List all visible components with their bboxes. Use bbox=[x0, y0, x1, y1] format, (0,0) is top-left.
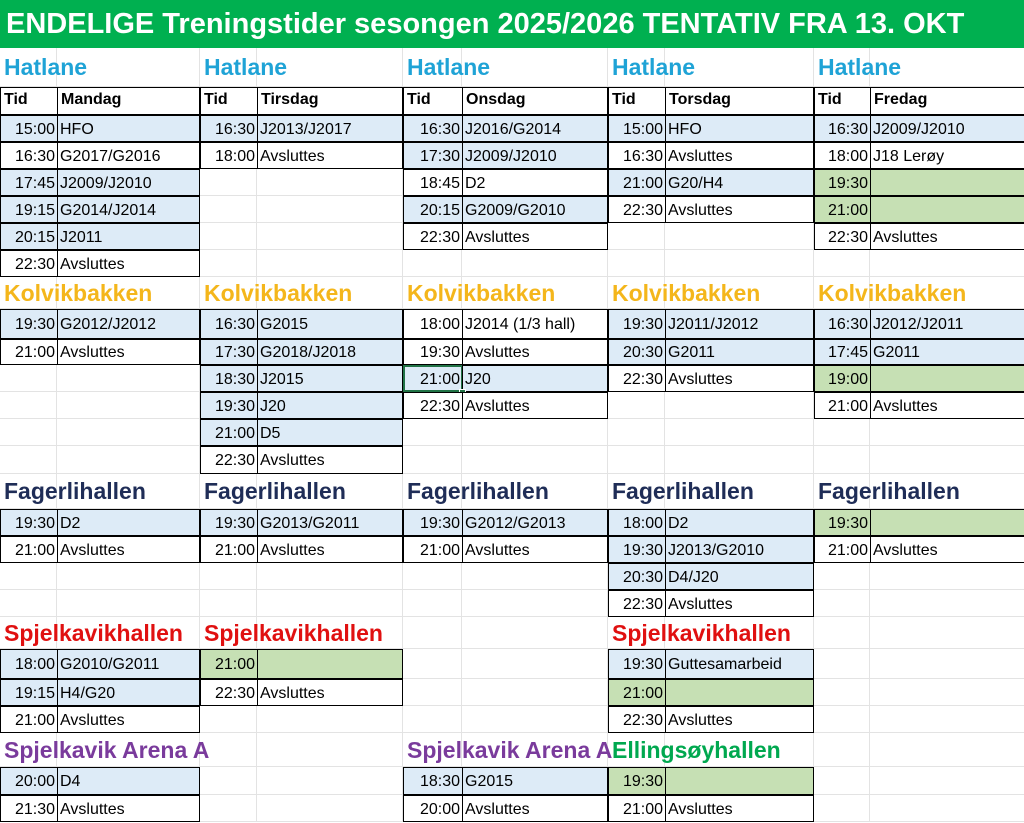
time-cell[interactable]: 18:00 bbox=[0, 649, 58, 679]
grid-cell[interactable] bbox=[257, 767, 403, 795]
time-cell[interactable]: 19:30 bbox=[608, 536, 666, 563]
time-cell[interactable]: 21:00 bbox=[608, 169, 666, 196]
venue-heading: Spjelkavikhallen bbox=[204, 620, 383, 646]
venue-heading: Spjelkavik Arena A bbox=[4, 737, 210, 763]
time-cell[interactable]: 16:30 bbox=[814, 309, 871, 339]
group-cell[interactable]: G2018/J2018 bbox=[257, 339, 403, 365]
group-cell[interactable]: HFO bbox=[665, 115, 814, 142]
grid-cell[interactable] bbox=[0, 365, 57, 392]
group-cell[interactable]: Avsluttes bbox=[257, 446, 403, 474]
group-cell[interactable]: D5 bbox=[257, 419, 403, 446]
venue-heading: Fagerlihallen bbox=[204, 478, 346, 504]
grid-cell[interactable] bbox=[462, 679, 608, 706]
grid-cell[interactable] bbox=[403, 649, 462, 679]
venue-heading: Spjelkavik Arena A bbox=[407, 737, 613, 763]
group-cell[interactable]: Avsluttes bbox=[665, 365, 814, 392]
time-cell[interactable]: 22:30 bbox=[608, 590, 666, 617]
grid-cell[interactable] bbox=[814, 250, 870, 277]
column-header-time: Tid bbox=[814, 87, 871, 115]
venue-heading: Kolvikbakken bbox=[407, 280, 556, 306]
grid-cell[interactable] bbox=[608, 250, 665, 277]
group-cell[interactable]: D2 bbox=[665, 509, 814, 536]
group-cell[interactable]: G2017/G2016 bbox=[57, 142, 200, 169]
time-cell[interactable]: 21:00 bbox=[200, 536, 258, 563]
venue-heading: Hatlane bbox=[4, 54, 88, 80]
time-cell[interactable]: 21:00 bbox=[403, 365, 463, 392]
time-cell[interactable]: 18:30 bbox=[403, 767, 463, 795]
time-cell[interactable]: 21:00 bbox=[403, 536, 463, 563]
group-cell[interactable] bbox=[665, 767, 814, 795]
time-cell[interactable]: 17:45 bbox=[814, 339, 871, 365]
group-cell[interactable] bbox=[665, 679, 814, 706]
group-cell[interactable]: G20/H4 bbox=[665, 169, 814, 196]
grid-cell[interactable] bbox=[665, 392, 814, 419]
grid-cell[interactable] bbox=[870, 733, 1024, 767]
column-header-time: Tid bbox=[608, 87, 666, 115]
time-cell[interactable]: 19:00 bbox=[814, 365, 871, 392]
time-cell[interactable]: 21:00 bbox=[0, 706, 58, 733]
column-header-time: Tid bbox=[0, 87, 58, 115]
group-cell[interactable]: Avsluttes bbox=[57, 339, 200, 365]
grid-cell[interactable] bbox=[814, 617, 870, 649]
time-cell[interactable]: 16:30 bbox=[200, 115, 258, 142]
grid-cell[interactable] bbox=[57, 419, 200, 446]
time-cell[interactable]: 19:15 bbox=[0, 196, 58, 223]
grid-cell[interactable] bbox=[870, 617, 1024, 649]
group-cell[interactable]: J18 Lerøy bbox=[870, 142, 1024, 169]
group-cell[interactable]: Avsluttes bbox=[57, 536, 200, 563]
grid-cell[interactable] bbox=[257, 250, 403, 277]
venue-heading: Fagerlihallen bbox=[818, 478, 960, 504]
group-cell[interactable]: G2010/G2011 bbox=[57, 649, 200, 679]
venue-heading: Fagerlihallen bbox=[612, 478, 754, 504]
group-cell[interactable]: J20 bbox=[462, 365, 608, 392]
venue-heading: Hatlane bbox=[612, 54, 696, 80]
venue-heading: Hatlane bbox=[204, 54, 288, 80]
time-cell[interactable]: 15:00 bbox=[608, 115, 666, 142]
grid-cell[interactable] bbox=[200, 169, 257, 196]
column-header-day: Tirsdag bbox=[257, 87, 403, 115]
grid-cell[interactable] bbox=[403, 590, 462, 617]
group-cell[interactable]: G2012/J2012 bbox=[57, 309, 200, 339]
grid-cell[interactable] bbox=[57, 590, 200, 617]
group-cell[interactable]: G2015 bbox=[462, 767, 608, 795]
time-cell[interactable]: 16:30 bbox=[814, 115, 871, 142]
time-cell[interactable]: 19:30 bbox=[200, 509, 258, 536]
grid-cell[interactable] bbox=[870, 250, 1024, 277]
venue-heading: Kolvikbakken bbox=[818, 280, 967, 306]
venue-heading: Kolvikbakken bbox=[4, 280, 153, 306]
time-cell[interactable]: 22:30 bbox=[608, 365, 666, 392]
group-cell[interactable]: Guttesamarbeid bbox=[665, 649, 814, 679]
grid-cell[interactable] bbox=[665, 250, 814, 277]
time-cell[interactable]: 16:30 bbox=[0, 142, 58, 169]
group-cell[interactable]: J2013/G2010 bbox=[665, 536, 814, 563]
time-cell[interactable]: 21:00 bbox=[200, 419, 258, 446]
group-cell[interactable]: H4/G20 bbox=[57, 679, 200, 706]
group-cell[interactable] bbox=[257, 649, 403, 679]
group-cell[interactable]: G2013/G2011 bbox=[257, 509, 403, 536]
time-cell[interactable]: 17:30 bbox=[200, 339, 258, 365]
grid-cell[interactable] bbox=[403, 250, 462, 277]
time-cell[interactable]: 19:15 bbox=[0, 679, 58, 706]
venue-heading: Kolvikbakken bbox=[612, 280, 761, 306]
group-cell[interactable]: Avsluttes bbox=[257, 536, 403, 563]
grid-cell[interactable] bbox=[0, 419, 57, 446]
grid-cell[interactable] bbox=[200, 590, 257, 617]
time-cell[interactable]: 16:30 bbox=[608, 142, 666, 169]
group-cell[interactable]: G2009/G2010 bbox=[462, 196, 608, 223]
grid-cell[interactable] bbox=[608, 223, 665, 250]
grid-cell[interactable] bbox=[200, 706, 257, 733]
group-cell[interactable]: G2011 bbox=[665, 339, 814, 365]
time-cell[interactable]: 20:00 bbox=[0, 767, 58, 795]
grid-cell[interactable] bbox=[200, 250, 257, 277]
grid-cell[interactable] bbox=[257, 590, 403, 617]
group-cell[interactable]: J2011/J2012 bbox=[665, 309, 814, 339]
grid-cell[interactable] bbox=[665, 446, 814, 474]
grid-cell[interactable] bbox=[870, 679, 1024, 706]
grid-cell[interactable] bbox=[814, 563, 870, 590]
grid-cell[interactable] bbox=[814, 795, 870, 822]
grid-cell[interactable] bbox=[57, 446, 200, 474]
time-cell[interactable]: 22:30 bbox=[200, 446, 258, 474]
time-cell[interactable]: 19:30 bbox=[0, 309, 58, 339]
grid-cell[interactable] bbox=[814, 733, 870, 767]
time-cell[interactable]: 22:30 bbox=[0, 250, 58, 277]
time-cell[interactable]: 21:00 bbox=[814, 196, 871, 223]
group-cell[interactable]: G2015 bbox=[257, 309, 403, 339]
group-cell[interactable]: J2009/J2010 bbox=[462, 142, 608, 169]
group-cell[interactable]: Avsluttes bbox=[462, 536, 608, 563]
grid-cell[interactable] bbox=[870, 590, 1024, 617]
time-cell[interactable]: 21:00 bbox=[608, 795, 666, 822]
grid-cell[interactable] bbox=[870, 767, 1024, 795]
time-cell[interactable]: 19:30 bbox=[814, 169, 871, 196]
grid-cell[interactable] bbox=[462, 446, 608, 474]
time-cell[interactable]: 21:00 bbox=[200, 649, 258, 679]
time-cell[interactable]: 15:00 bbox=[0, 115, 58, 142]
venue-heading: Hatlane bbox=[818, 54, 902, 80]
venue-heading: Fagerlihallen bbox=[4, 478, 146, 504]
group-cell[interactable]: Avsluttes bbox=[257, 679, 403, 706]
group-cell[interactable]: G2012/G2013 bbox=[462, 509, 608, 536]
group-cell[interactable] bbox=[870, 509, 1024, 536]
group-cell[interactable] bbox=[870, 169, 1024, 196]
time-cell[interactable]: 18:00 bbox=[814, 142, 871, 169]
time-cell[interactable]: 16:30 bbox=[200, 309, 258, 339]
group-cell[interactable]: Avsluttes bbox=[462, 223, 608, 250]
time-cell[interactable]: 22:30 bbox=[200, 679, 258, 706]
grid-cell[interactable] bbox=[462, 590, 608, 617]
column-header-day: Torsdag bbox=[665, 87, 814, 115]
time-cell[interactable]: 21:00 bbox=[608, 679, 666, 706]
time-cell[interactable]: 18:30 bbox=[200, 365, 258, 392]
time-cell[interactable]: 22:30 bbox=[608, 196, 666, 223]
grid-cell[interactable] bbox=[257, 169, 403, 196]
grid-cell[interactable] bbox=[403, 419, 462, 446]
group-cell[interactable]: Avsluttes bbox=[665, 706, 814, 733]
time-cell[interactable]: 20:15 bbox=[0, 223, 58, 250]
column-header-time: Tid bbox=[403, 87, 463, 115]
group-cell[interactable]: J2009/J2010 bbox=[57, 169, 200, 196]
group-cell[interactable]: HFO bbox=[57, 115, 200, 142]
time-cell[interactable]: 22:30 bbox=[403, 223, 463, 250]
grid-cell[interactable] bbox=[608, 446, 665, 474]
grid-cell[interactable] bbox=[200, 563, 257, 590]
venue-heading: Fagerlihallen bbox=[407, 478, 549, 504]
time-cell[interactable]: 17:45 bbox=[0, 169, 58, 196]
group-cell[interactable]: Avsluttes bbox=[665, 590, 814, 617]
grid-cell[interactable] bbox=[462, 419, 608, 446]
group-cell[interactable]: Avsluttes bbox=[870, 536, 1024, 563]
grid-cell[interactable] bbox=[257, 196, 403, 223]
grid-cell[interactable] bbox=[814, 706, 870, 733]
grid-cell[interactable] bbox=[608, 392, 665, 419]
venue-heading: Kolvikbakken bbox=[204, 280, 353, 306]
group-cell[interactable]: Avsluttes bbox=[462, 392, 608, 419]
group-cell[interactable]: G2014/J2014 bbox=[57, 196, 200, 223]
time-cell[interactable]: 20:30 bbox=[608, 339, 666, 365]
grid-cell[interactable] bbox=[462, 706, 608, 733]
grid-cell[interactable] bbox=[814, 649, 870, 679]
grid-cell[interactable] bbox=[870, 563, 1024, 590]
grid-cell[interactable] bbox=[608, 419, 665, 446]
time-cell[interactable]: 20:15 bbox=[403, 196, 463, 223]
time-cell[interactable]: 18:00 bbox=[608, 509, 666, 536]
time-cell[interactable]: 18:45 bbox=[403, 169, 463, 196]
grid-cell[interactable] bbox=[814, 590, 870, 617]
time-cell[interactable]: 19:30 bbox=[608, 767, 666, 795]
grid-cell[interactable] bbox=[257, 795, 403, 822]
column-header-day: Onsdag bbox=[462, 87, 608, 115]
venue-heading: Spjelkavikhallen bbox=[612, 620, 791, 646]
time-cell[interactable]: 22:30 bbox=[814, 223, 871, 250]
group-cell[interactable]: J2012/J2011 bbox=[870, 309, 1024, 339]
grid-cell[interactable] bbox=[814, 446, 870, 474]
grid-cell[interactable] bbox=[57, 365, 200, 392]
grid-cell[interactable] bbox=[257, 563, 403, 590]
grid-cell[interactable] bbox=[200, 223, 257, 250]
group-cell[interactable]: Avsluttes bbox=[665, 142, 814, 169]
grid-cell[interactable] bbox=[0, 446, 57, 474]
group-cell[interactable]: Avsluttes bbox=[57, 795, 200, 822]
group-cell[interactable]: D2 bbox=[462, 169, 608, 196]
group-cell[interactable]: Avsluttes bbox=[665, 795, 814, 822]
grid-cell[interactable] bbox=[665, 223, 814, 250]
grid-cell[interactable] bbox=[200, 767, 257, 795]
grid-cell[interactable] bbox=[403, 679, 462, 706]
time-cell[interactable]: 22:30 bbox=[403, 392, 463, 419]
group-cell[interactable]: Avsluttes bbox=[57, 250, 200, 277]
sheet-title: ENDELIGE Treningstider sesongen 2025/2026 TENTATIV FRA 13. OKT bbox=[0, 0, 1024, 48]
grid-cell[interactable] bbox=[665, 419, 814, 446]
group-cell[interactable] bbox=[870, 365, 1024, 392]
grid-cell[interactable] bbox=[462, 617, 608, 649]
group-cell[interactable]: J2011 bbox=[57, 223, 200, 250]
grid-cell[interactable] bbox=[462, 250, 608, 277]
time-cell[interactable]: 19:30 bbox=[200, 392, 258, 419]
group-cell[interactable]: Avsluttes bbox=[665, 196, 814, 223]
group-cell[interactable] bbox=[870, 196, 1024, 223]
grid-cell[interactable] bbox=[57, 563, 200, 590]
time-cell[interactable]: 21:00 bbox=[814, 536, 871, 563]
grid-cell[interactable] bbox=[257, 706, 403, 733]
grid-cell[interactable] bbox=[200, 795, 257, 822]
time-cell[interactable]: 18:00 bbox=[403, 309, 463, 339]
time-cell[interactable]: 19:30 bbox=[814, 509, 871, 536]
column-header-time: Tid bbox=[200, 87, 258, 115]
group-cell[interactable]: J2013/J2017 bbox=[257, 115, 403, 142]
grid-cell[interactable] bbox=[814, 767, 870, 795]
group-cell[interactable]: J2015 bbox=[257, 365, 403, 392]
time-cell[interactable]: 20:00 bbox=[403, 795, 463, 822]
grid-cell[interactable] bbox=[462, 563, 608, 590]
grid-cell[interactable] bbox=[257, 733, 403, 767]
time-cell[interactable]: 19:30 bbox=[403, 339, 463, 365]
grid-cell[interactable] bbox=[870, 706, 1024, 733]
time-cell[interactable]: 21:30 bbox=[0, 795, 58, 822]
column-header-day: Mandag bbox=[57, 87, 200, 115]
time-cell[interactable]: 20:30 bbox=[608, 563, 666, 590]
group-cell[interactable]: Avsluttes bbox=[257, 142, 403, 169]
group-cell[interactable]: Avsluttes bbox=[870, 392, 1024, 419]
group-cell[interactable]: J20 bbox=[257, 392, 403, 419]
group-cell[interactable]: J2016/G2014 bbox=[462, 115, 608, 142]
venue-heading: Ellingsøyhallen bbox=[612, 737, 781, 763]
grid-cell[interactable] bbox=[814, 679, 870, 706]
grid-cell[interactable] bbox=[403, 446, 462, 474]
grid-cell[interactable] bbox=[870, 419, 1024, 446]
grid-cell[interactable] bbox=[403, 706, 462, 733]
group-cell[interactable]: Avsluttes bbox=[870, 223, 1024, 250]
group-cell[interactable]: J2009/J2010 bbox=[870, 115, 1024, 142]
time-cell[interactable]: 18:00 bbox=[200, 142, 258, 169]
time-cell[interactable]: 17:30 bbox=[403, 142, 463, 169]
grid-cell[interactable] bbox=[462, 649, 608, 679]
grid-cell[interactable] bbox=[870, 795, 1024, 822]
venue-heading: Spjelkavikhallen bbox=[4, 620, 183, 646]
time-cell[interactable]: 19:30 bbox=[608, 649, 666, 679]
group-cell[interactable]: D2 bbox=[57, 509, 200, 536]
grid-cell[interactable] bbox=[0, 563, 57, 590]
grid-cell[interactable] bbox=[257, 223, 403, 250]
grid-cell[interactable] bbox=[870, 649, 1024, 679]
group-cell[interactable]: Avsluttes bbox=[57, 706, 200, 733]
time-cell[interactable]: 22:30 bbox=[608, 706, 666, 733]
time-cell[interactable]: 19:30 bbox=[403, 509, 463, 536]
column-header-day: Fredag bbox=[870, 87, 1024, 115]
grid-cell[interactable] bbox=[57, 392, 200, 419]
grid-cell[interactable] bbox=[814, 419, 870, 446]
time-cell[interactable]: 21:00 bbox=[0, 339, 58, 365]
time-cell[interactable]: 19:30 bbox=[0, 509, 58, 536]
time-cell[interactable]: 19:30 bbox=[608, 309, 666, 339]
group-cell[interactable]: Avsluttes bbox=[462, 795, 608, 822]
group-cell[interactable]: Avsluttes bbox=[462, 339, 608, 365]
time-cell[interactable]: 21:00 bbox=[814, 392, 871, 419]
grid-cell[interactable] bbox=[0, 590, 57, 617]
group-cell[interactable]: G2011 bbox=[870, 339, 1024, 365]
grid-cell[interactable] bbox=[870, 446, 1024, 474]
grid-cell[interactable] bbox=[200, 196, 257, 223]
venue-heading: Hatlane bbox=[407, 54, 491, 80]
grid-cell[interactable] bbox=[403, 563, 462, 590]
group-cell[interactable]: D4 bbox=[57, 767, 200, 795]
group-cell[interactable]: J2014 (1/3 hall) bbox=[462, 309, 608, 339]
time-cell[interactable]: 21:00 bbox=[0, 536, 58, 563]
grid-cell[interactable] bbox=[403, 617, 462, 649]
grid-cell[interactable] bbox=[0, 392, 57, 419]
group-cell[interactable]: D4/J20 bbox=[665, 563, 814, 590]
time-cell[interactable]: 16:30 bbox=[403, 115, 463, 142]
